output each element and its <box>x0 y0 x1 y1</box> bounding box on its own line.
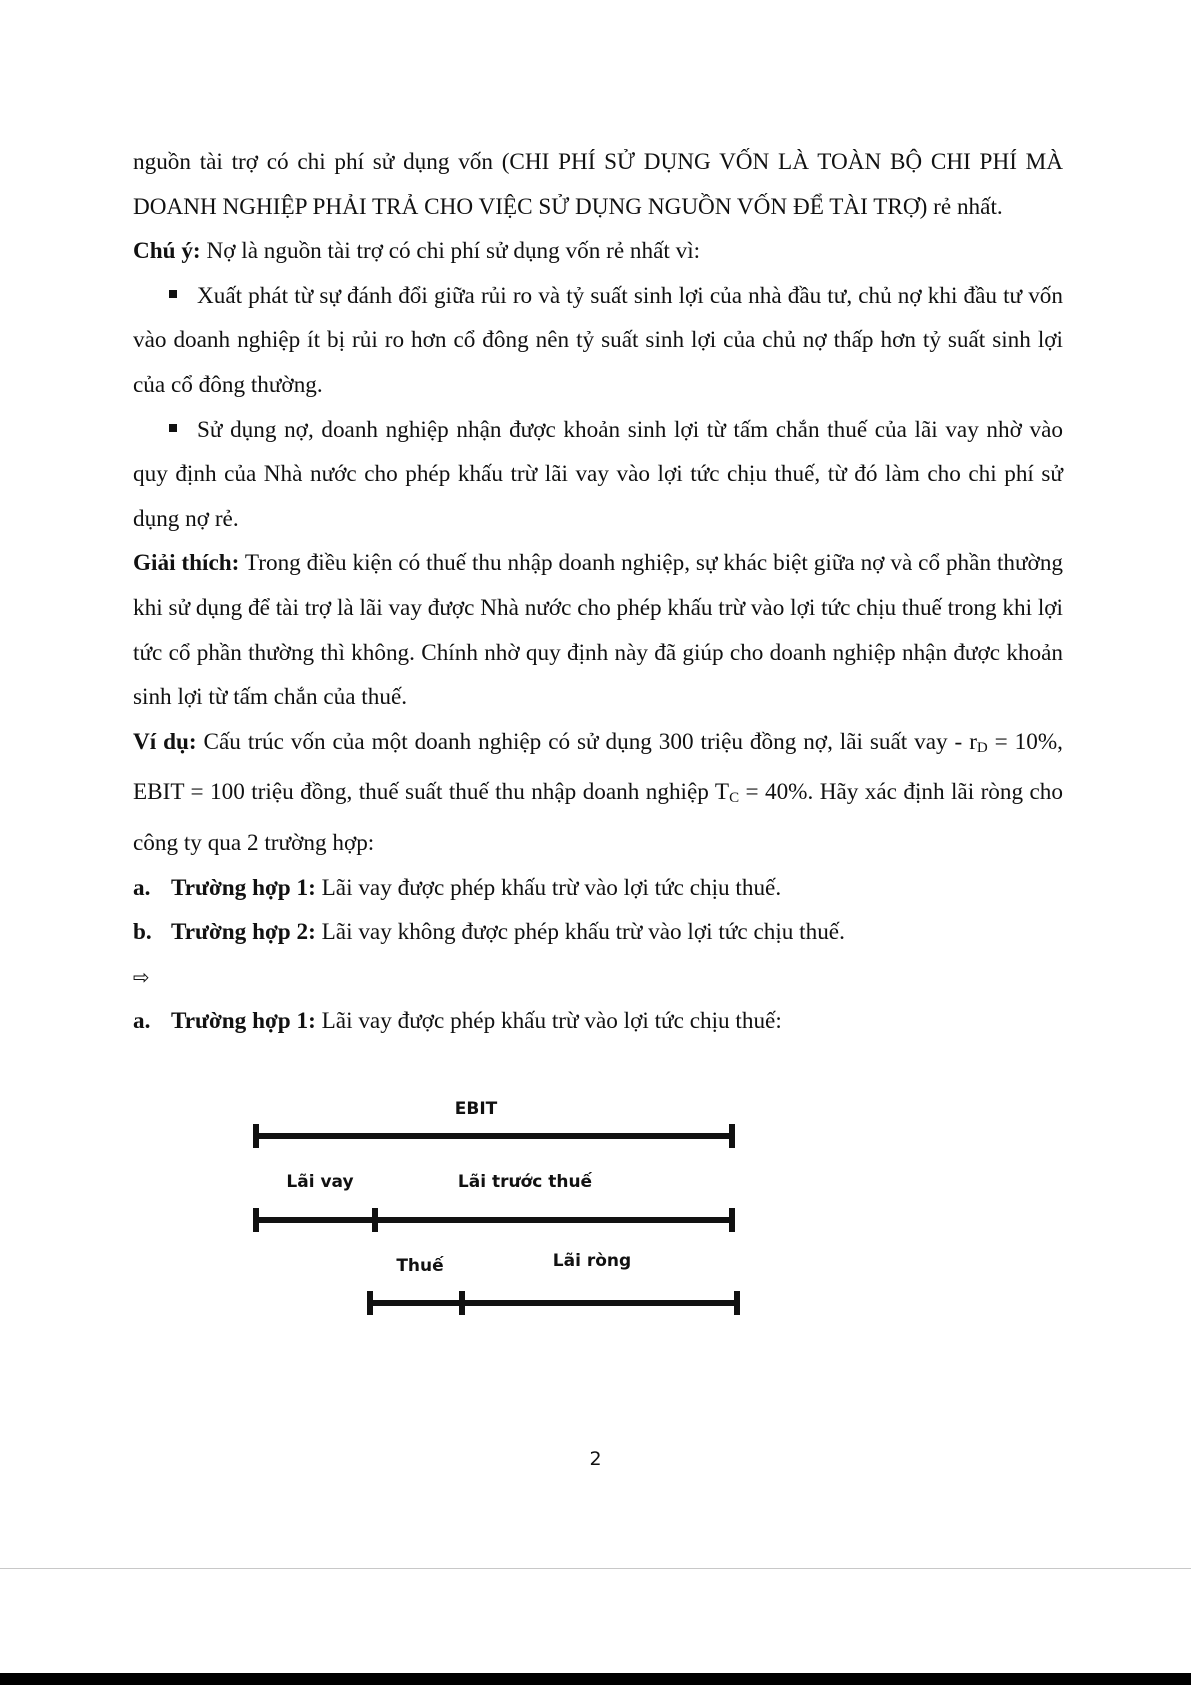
right-arrow-icon: ⇨ <box>133 964 150 989</box>
ebit-breakdown-diagram <box>240 1090 760 1330</box>
bullet-item-1: Xuất phát từ sự đánh đổi giữa rủi ro và tỷ suất sinh lợi của nhà đầu tư, chủ nợ khi đầu tư vốn vào doanh nghiệp ít bị rủi ro hơn cổ đông nên tỷ suất sinh lợi của chủ nợ thấp hơn tỷ suất sinh lợi của cổ đông thường. <box>133 282 1063 398</box>
bottom-edge-bar <box>0 1673 1191 1685</box>
example-label: Ví dụ: <box>133 728 197 755</box>
case-a-answer: a. Trường hợp 1: Lãi vay được phép khấu trừ vào lợi tức chịu thuế: <box>133 1008 782 1035</box>
explain-label: Giải thích: <box>133 550 240 577</box>
note-label: Chú ý: <box>133 238 201 265</box>
tax-label: Thuế <box>396 1256 444 1276</box>
ebit-bar <box>256 1124 732 1148</box>
paragraph-intro: nguồn tài trợ có chi phí sử dụng vốn (CHI PHÍ SỬ DỤNG VỐN LÀ TOÀN BỘ CHI PHÍ MÀ DOANH NGHIỆP PHẢI TRẢ CHO VIỆC SỬ DỤNG NGUỒN VỐN ĐỂ TÀI TRỢ) rẻ nhất. <box>133 149 1063 220</box>
page-divider <box>0 1568 1191 1569</box>
case-a: a. Trường hợp 1: Lãi vay được phép khấu trừ vào lợi tức chịu thuế. <box>133 874 782 901</box>
interest-pretax-bar <box>256 1208 732 1232</box>
paragraph-note: Chú ý: Nợ là nguồn tài trợ có chi phí sử dụng vốn rẻ nhất vì: <box>133 238 701 265</box>
case-b: b. Trường hợp 2: Lãi vay không được phép khấu trừ vào lợi tức chịu thuế. <box>133 919 845 946</box>
square-bullet-icon <box>169 424 177 432</box>
interest-label: Lãi vay <box>286 1172 354 1192</box>
tax-net-bar <box>370 1291 737 1315</box>
paragraph-explanation: Giải thích: Trong điều kiện có thuế thu nhập doanh nghiệp, sự khác biệt giữa nợ và cổ phần thường khi sử dụng để tài trợ là lãi vay được Nhà nước cho phép khấu trừ vào lợi tức chịu thuế trong khi lợi tức cổ phần thường thì không. Chính nhờ quy định này đã giúp cho doanh nghiệp nhận được khoản sinh lợi từ tấm chắn của thuế. <box>133 550 1064 711</box>
page-number: 2 <box>589 1448 602 1470</box>
ebit-label: EBIT <box>454 1099 498 1119</box>
square-bullet-icon <box>169 290 177 298</box>
paragraph-example: Ví dụ: Cấu trúc vốn của một doanh nghiệp có sử dụng 300 triệu đồng nợ, lãi suất vay - $r_D = 10\%$, EBIT = 100 triệu đồng, thuế suất thuế thu nhập doanh nghiệp $T_C = 40\%$. Hãy xác định lãi ròng cho công ty qua 2 trường hợp: <box>133 728 1063 856</box>
net-income-label: Lãi ròng <box>552 1251 632 1271</box>
bullet-item-2: Sử dụng nợ, doanh nghiệp nhận được khoản sinh lợi từ tấm chắn thuế của lãi vay nhờ vào quy định của Nhà nước cho phép khấu trừ lãi vay vào lợi tức chịu thuế, từ đó làm cho chi phí sử dụng nợ rẻ. <box>133 416 1063 532</box>
pretax-label: Lãi trước thuế <box>457 1172 593 1192</box>
body-text <box>133 140 1063 1044</box>
answer-arrow <box>133 955 1063 1000</box>
